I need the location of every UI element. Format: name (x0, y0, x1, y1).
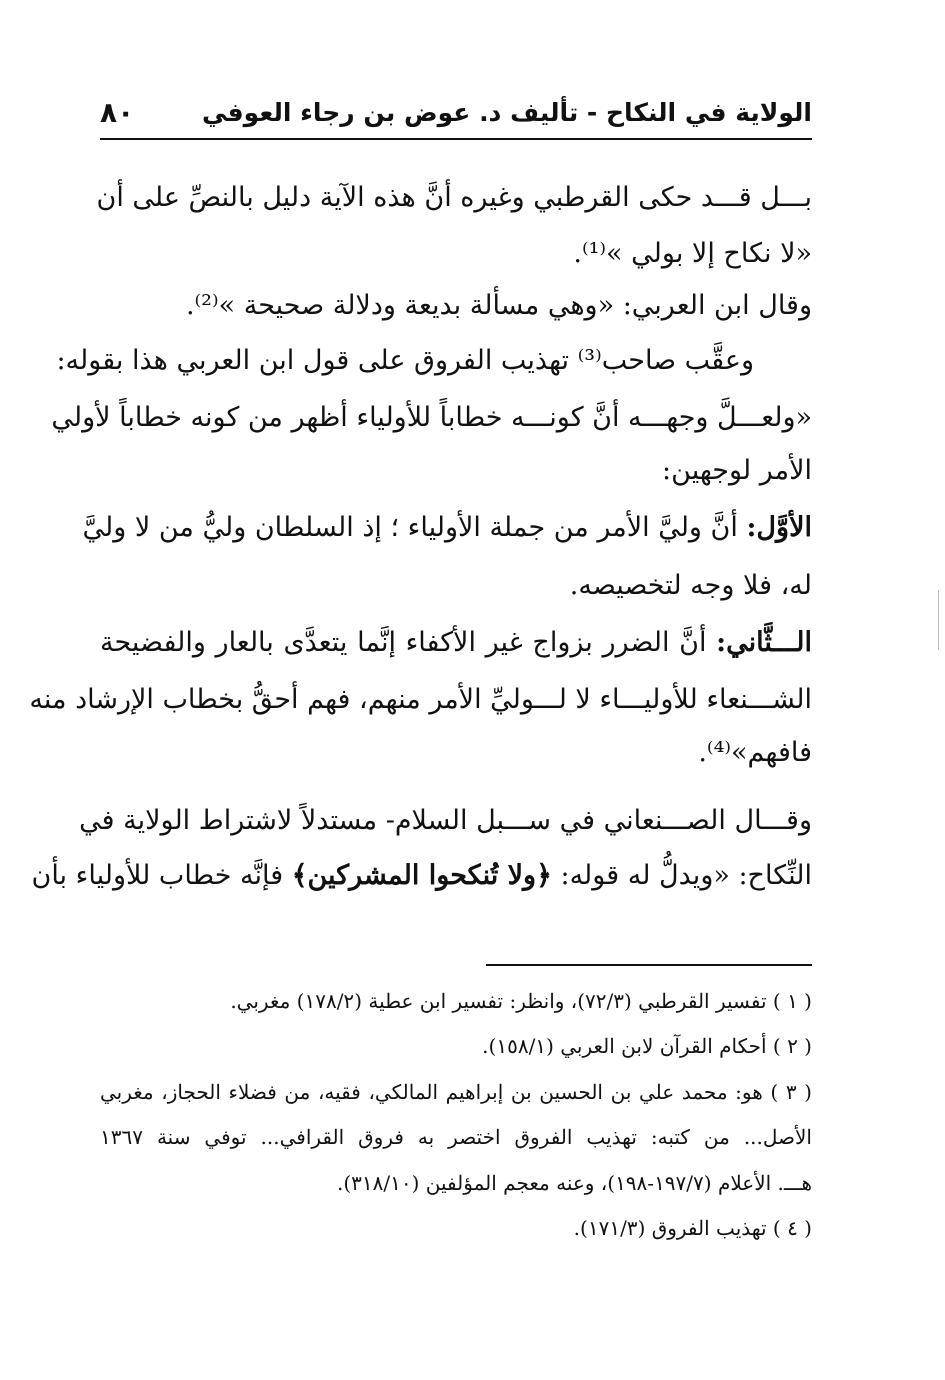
line-13-end: فإنَّه خطاب للأولياء بأن (31, 860, 292, 891)
header-title: الولاية في النكاح - تأليف د. عوض بن رجاء العوفي (202, 98, 812, 127)
page-number: ٨٠ (100, 96, 135, 129)
running-header (100, 92, 812, 140)
footnote-separator (486, 964, 812, 966)
body-line-13 (31, 858, 812, 894)
body-line-10: الشـــنعاء للأوليـــاء لا لـــوليِّ الأمر منهم، فهم أحقُّ بخطاب الإرشاد منه (29, 684, 812, 715)
body-line-5: «ولعـــلَّ وجهـــه أنَّ كونـــه خطاباً للأولياء أظهر من كونه خطاباً لأولي (51, 402, 812, 433)
point-one-label: الأوَّل: (746, 512, 812, 543)
body-line-9 (100, 625, 812, 661)
quranic-verse: ﴿ولا تُنكحوا المشركين﴾ (291, 860, 552, 891)
scan-edge-mark (938, 590, 939, 650)
line-13-start: النِّكاح: «ويدلُّ له قوله: (551, 860, 812, 891)
body-line-12: وقـــال الصـــنعاني في ســـبل السلام- مستدلاً لاشتراط الولاية في (79, 805, 812, 836)
body-line-7 (82, 510, 812, 546)
body-line-6: الأمر لوجهين: (662, 455, 812, 486)
point-two-text: أنَّ الضرر بزواج غير الأكفاء إنَّما يتعدَّى بالعار والفضيحة (100, 627, 717, 658)
body-line-2: «لا نكاح إلا بولي »⁽¹⁾. (573, 238, 812, 269)
body-line-3: وقال ابن العربي: «وهي مسألة بديعة ودلالة صحيحة »⁽²⁾. (185, 290, 812, 321)
point-one-text: أنَّ وليَّ الأمر من جملة الأولياء ؛ إذ السلطان وليُّ من لا وليَّ (82, 512, 747, 543)
point-two-label: الـــثَّاني: (716, 627, 812, 658)
footnote-3-line-1: ( ٣ ) هو: محمد علي بن الحسين بن إبراهيم المالكي، فقيه، من فضلاء الحجاز، مغربي (100, 1080, 812, 1104)
footnote-4: ( ٤ ) تهذيب الفروق (١٧١/٣). (573, 1216, 812, 1240)
body-line-8: له، فلا وجه لتخصيصه. (569, 570, 812, 601)
footnote-2: ( ٢ ) أحكام القرآن لابن العربي (١٥٨/١). (482, 1034, 812, 1058)
footnote-3-line-3: هـــ. الأعلام (١٩٧/٧-١٩٨)، وعنه معجم المؤلفين (٣١٨/١٠). (337, 1171, 812, 1195)
footnote-1: ( ١ ) تفسير القرطبي (٧٢/٣)، وانظر: تفسير ابن عطية (١٧٨/٢) مغربي. (230, 989, 812, 1013)
body-line-11: فافهم»⁽⁴⁾. (698, 737, 812, 768)
body-line-1: بـــل قـــد حكى القرطبي وغيره أنَّ هذه الآية دليل بالنصِّ على أن (96, 182, 812, 213)
footnote-3-line-2: الأصل... من كتبه: تهذيب الفروق اختصر به فروق القرافي... توفي سنة ١٣٦٧ (100, 1125, 812, 1149)
body-line-4: وعقَّب صاحب⁽³⁾ تهذيب الفروق على قول ابن العربي هذا بقوله: (56, 345, 754, 376)
